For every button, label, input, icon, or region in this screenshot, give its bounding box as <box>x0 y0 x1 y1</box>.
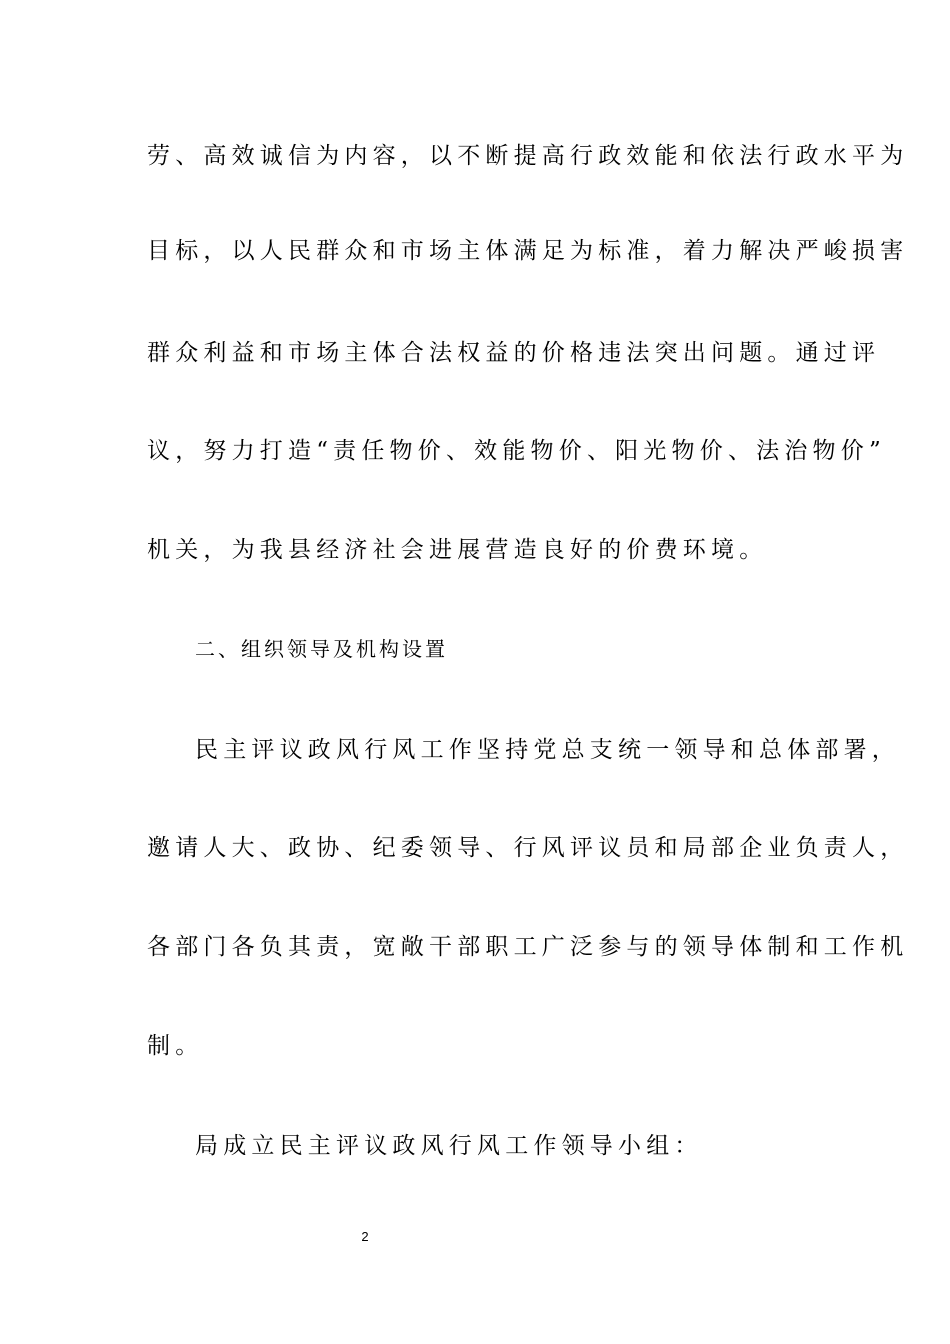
page-number: 2 <box>361 1229 369 1244</box>
section-heading: 二、组织领导及机构设置 <box>195 637 448 661</box>
body-text-line: 群众利益和市场主体合法权益的价格违法突出问题。通过评 <box>147 340 881 366</box>
body-text-line: 目标，以人民群众和市场主体满足为标准，着力解决严峻损害 <box>147 238 909 264</box>
body-text-line: 劳、高效诚信为内容，以不断提高行政效能和依法行政水平为 <box>147 143 909 169</box>
body-text-line: 议，努力打造“责任物价、效能物价、阳光物价、法治物价” <box>147 438 886 464</box>
paragraph-first-line: 民主评议政风行风工作坚持党总支统一领导和总体部署， <box>195 737 900 763</box>
body-text-line: 机关，为我县经济社会进展营造良好的价费环境。 <box>147 537 768 563</box>
body-text-line: 制。 <box>147 1033 204 1059</box>
body-text-line: 邀请人大、政协、纪委领导、行风评议员和局部企业负责人， <box>147 835 909 861</box>
body-text-line: 各部门各负其责，宽敞干部职工广泛参与的领导体制和工作机 <box>147 934 909 960</box>
paragraph-first-line: 局成立民主评议政风行风工作领导小组： <box>195 1133 703 1159</box>
